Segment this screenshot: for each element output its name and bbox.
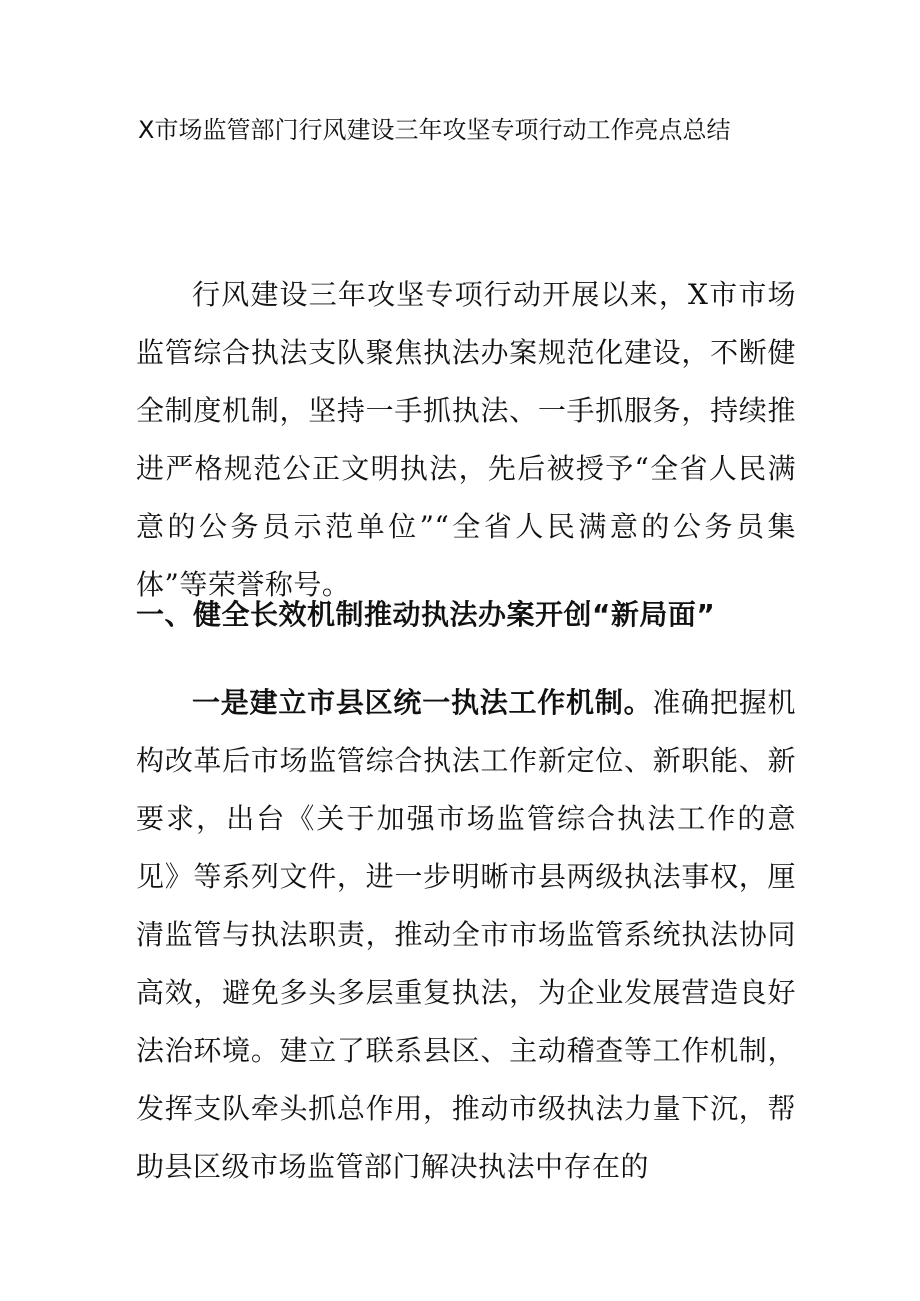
intro-paragraph: 行风建设三年攻坚专项行动开展以来，X市市场监管综合执法支队聚焦执法办案规范化建设，不断健全制度机制，坚持一手抓执法、一手抓服务，持续推进严格规范公正文明执法，先后被授予“全省人民满意的公务员示范单位”“全省人民满意的公务员集体”等荣誉称号。 [136,278,796,601]
document-title: X市场监管部门行风建设三年攻坚专项行动工作亮点总结 [138,116,731,144]
paragraph-lead-sentence: 一是建立市县区统一执法工作机制。 [192,686,653,719]
section-1-paragraph-1 [136,674,796,1196]
paragraph-body-text: 准确把握机构改革后市场监管综合执法工作新定位、新职能、新要求，出台《关于加强市场监管综合执法工作的意见》等系列文件，进一步明晰市县两级执法事权，厘清监管与执法职责，推动全市市场监管系统执法协同高效，避免多头多层重复执法，为企业发展营造良好法治环境。建立了联系县区、主动稽查等工作机制，发挥支队牵头抓总作用，推动市级执法力量下沉，帮助县区级市场监管部门解决执法中存在的 [136,686,796,1183]
section-heading-1: 一、健全长效机制推动执法办案开创“新局面” [136,598,716,631]
